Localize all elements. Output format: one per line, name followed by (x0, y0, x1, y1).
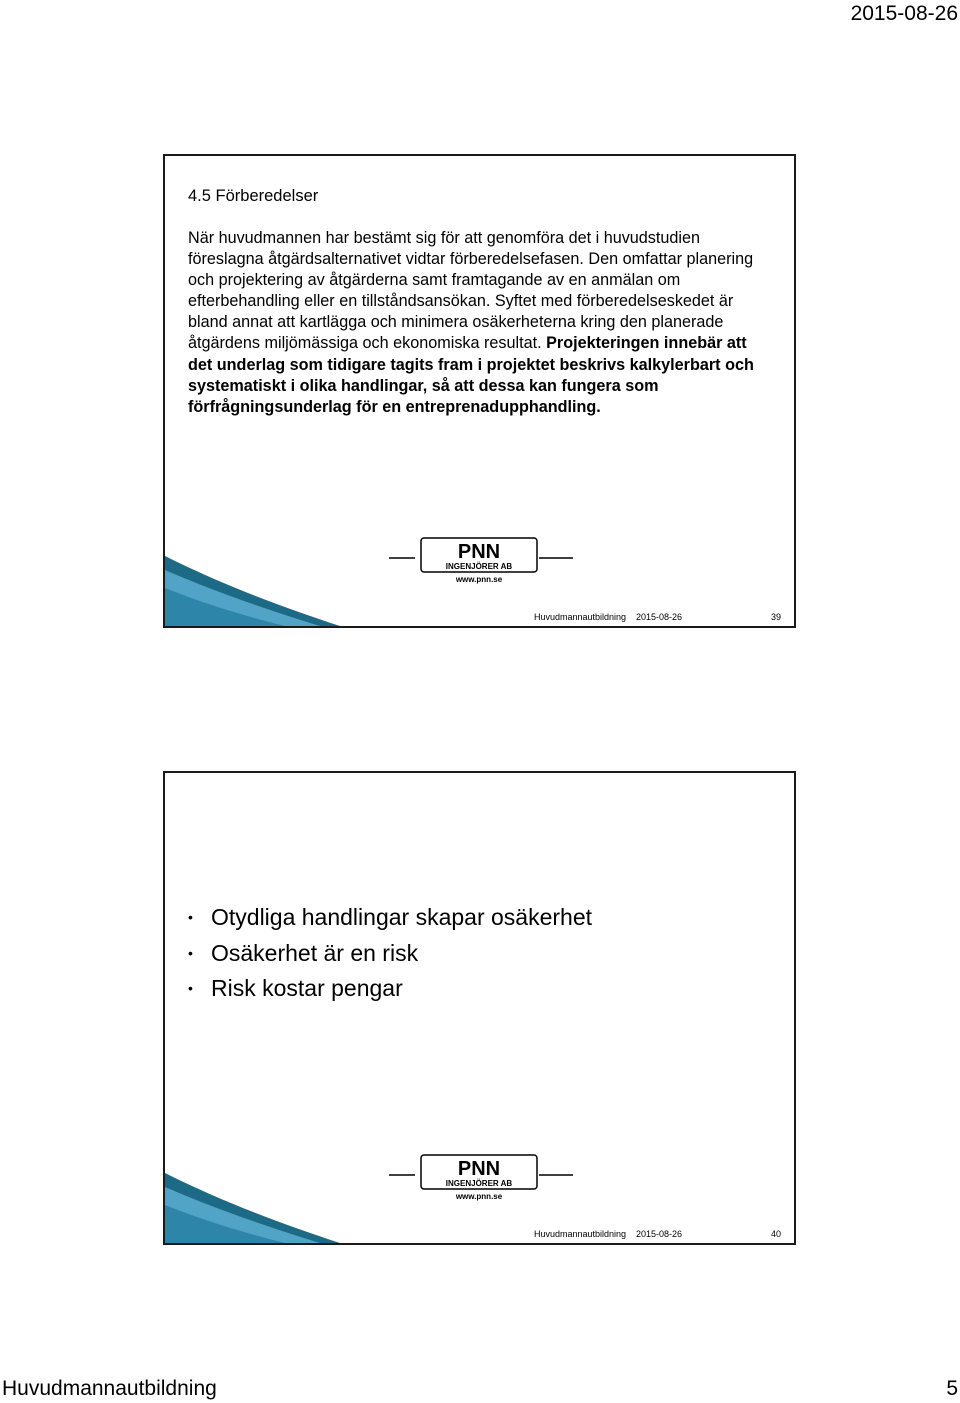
svg-text:PNN: PNN (457, 541, 501, 563)
pnn-logo (387, 1153, 577, 1203)
slide-footer-number: 40 (771, 1229, 782, 1239)
bullet-item (185, 936, 592, 972)
slide-title: 4.5 Förberedelser (188, 187, 319, 205)
svg-text:www.pnn.se: www.pnn.se (455, 1192, 503, 1201)
bullet-text: Risk kostar pengar (211, 975, 403, 1001)
bullet-icon: • (188, 944, 193, 961)
page-footer-title: Huvudmannautbildning (2, 1377, 217, 1400)
svg-text:INGENJÖRER AB: INGENJÖRER AB (445, 1179, 513, 1188)
bullet-text: Osäkerhet är en risk (211, 939, 419, 966)
slide-paragraph (188, 228, 774, 418)
bullet-icon: • (188, 980, 193, 996)
slide-39 (163, 154, 796, 628)
bullet-list (185, 900, 592, 1007)
slide-footer-label: Huvudmannautbildning (534, 612, 627, 622)
bullet-item (185, 971, 592, 1007)
slide-40 (163, 771, 796, 1245)
svg-text:www.pnn.se: www.pnn.se (455, 575, 503, 584)
slide-footer-label: Huvudmannautbildning (534, 1229, 627, 1239)
paragraph-regular: När huvudmannen har bestämt sig för att genomföra det i huvudstudien föreslagna åtgärdsalternativet vidtar förberedelsefasen. Den omfattar planering och projektering av åtgärderna samt framtagande av en anmälan om efterbehandling eller en tillståndsansökan. Syftet med förberedelseskedet är bland annat att kartlägga och minimera osäkerheterna kring den planerade åtgärdens miljömässiga och ekonomiska resultat. (188, 229, 754, 353)
slide-footer-date: 2015-08-26 (636, 1229, 683, 1239)
bullet-text: Otydliga handlingar skapar osäkerhet (211, 904, 593, 930)
pnn-logo (387, 536, 577, 586)
bullet-icon: • (188, 909, 193, 925)
paragraph-bold: Projekteringen innebär att det underlag som tidigare tagits fram i projektet beskrivs kalkylerbart och systematiskt i olika handlingar, så att dessa kan fungera som förfrågningsunderlag för en entreprenadupphandling. (188, 334, 754, 416)
slide-footer-date: 2015-08-26 (636, 612, 683, 622)
page-header-date: 2015-08-26 (850, 2, 958, 25)
slide-footer-number: 39 (771, 612, 782, 622)
svg-text:PNN: PNN (457, 1158, 501, 1180)
svg-text:INGENJÖRER AB: INGENJÖRER AB (445, 562, 513, 571)
slide-content (188, 156, 774, 418)
bullet-item (185, 900, 592, 936)
page-number: 5 (946, 1377, 958, 1400)
